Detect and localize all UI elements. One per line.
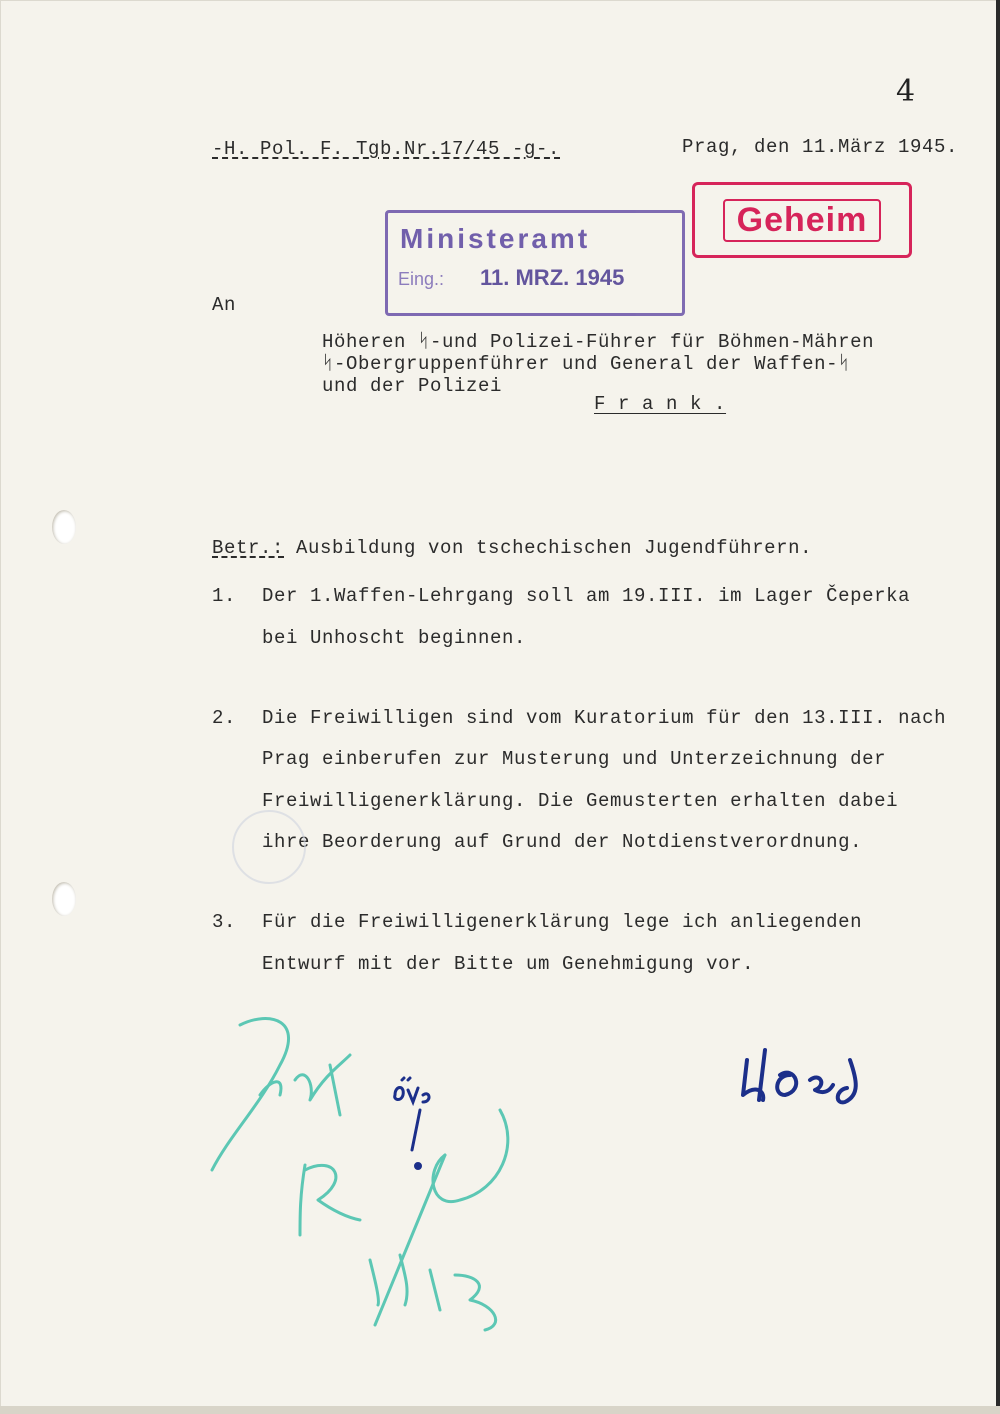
page-number: 4 bbox=[896, 74, 916, 109]
salutation: An bbox=[212, 294, 237, 316]
punch-hole-top bbox=[52, 510, 76, 544]
place-date: Prag, den 11.März 1945. bbox=[682, 136, 959, 158]
handwritten-annotations bbox=[200, 1005, 530, 1335]
item-2-line-3: Freiwilligenerklärung. Die Gemusterten erhalten dabei bbox=[262, 790, 899, 812]
recipient-line-2: ᛋ-Obergruppenführer und General der Waffen-ᛋ bbox=[322, 353, 851, 375]
note-3: R bbox=[310, 1205, 311, 1206]
ministeramt-stamp bbox=[385, 210, 685, 316]
geheim-label: Geheim bbox=[723, 199, 882, 242]
blue-annotation bbox=[390, 1070, 450, 1180]
item-3-line-2: Entwurf mit der Bitte um Genehmigung vor. bbox=[262, 953, 755, 975]
page-edge bbox=[996, 0, 1000, 1414]
subject-label: Betr.: bbox=[212, 537, 285, 559]
recipient-name: F r a n k . bbox=[594, 393, 727, 415]
note-2: öve bbox=[390, 1110, 392, 1111]
item-1-number: 1. bbox=[212, 585, 237, 607]
signature bbox=[735, 1040, 875, 1120]
faint-stamp-mark bbox=[232, 810, 306, 884]
ministeramt-eing-label: Eing.: bbox=[398, 269, 445, 289]
page-edge-bottom bbox=[0, 1406, 1000, 1414]
item-2-line-2: Prag einberufen zur Musterung und Unterzeichnung der bbox=[262, 748, 887, 770]
ministeramt-date: 11. MRZ. 1945 bbox=[480, 265, 625, 290]
signature-text: Hoss bbox=[735, 1110, 738, 1111]
item-2-line-1: Die Freiwilligen sind vom Kuratorium für den 13.III. nach bbox=[262, 707, 947, 729]
item-1-line-1: Der 1.Waffen-Lehrgang soll am 19.III. im Lager Čeperka bbox=[262, 585, 911, 607]
item-2-line-4: ihre Beorderung auf Grund der Notdienstverordnung. bbox=[262, 831, 863, 853]
item-1-line-2: bei Unhoscht beginnen. bbox=[262, 627, 527, 649]
ministeramt-title: Ministeramt bbox=[400, 223, 591, 254]
punch-hole-bottom bbox=[52, 882, 76, 916]
item-2-number: 2. bbox=[212, 707, 237, 729]
item-3-line-1: Für die Freiwilligenerklärung lege ich anliegenden bbox=[262, 911, 863, 933]
geheim-stamp bbox=[692, 182, 912, 258]
subject-text: Ausbildung von tschechischen Jugendführern. bbox=[296, 537, 813, 559]
note-1: Just bbox=[210, 1065, 213, 1066]
item-3-number: 3. bbox=[212, 911, 237, 933]
recipient-line-3: und der Polizei bbox=[322, 375, 503, 397]
recipient-line-1: Höheren ᛋ-und Polizei-Führer für Böhmen-Mähren bbox=[322, 331, 875, 353]
reference-number: -H. Pol. F. Tgb.Nr.17/45 -g-. bbox=[212, 138, 561, 160]
note-4: 7/1/13 bbox=[370, 1305, 374, 1306]
